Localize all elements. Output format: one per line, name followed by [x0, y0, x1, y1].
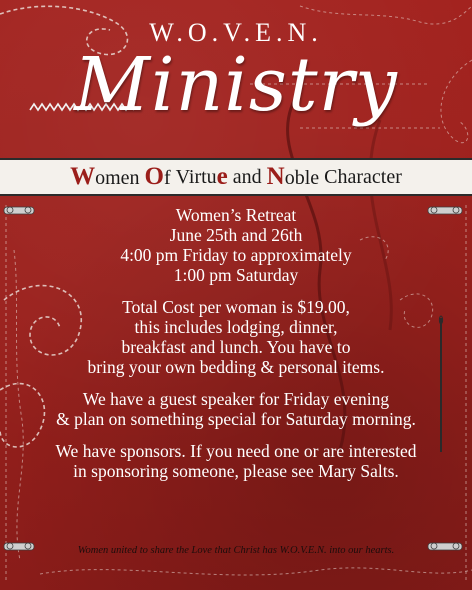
event-name: Women’s Retreat — [175, 205, 297, 225]
speaker-line-2: & plan on something special for Saturday morning. — [56, 409, 416, 429]
ministry-title: Ministry — [74, 42, 398, 128]
banner-word-women: Women — [70, 163, 140, 190]
event-dates: June 25th and 26th — [169, 225, 303, 245]
bottom-stitch — [40, 568, 472, 575]
event-end: 1:00 pm Saturday — [173, 265, 299, 285]
banner-word-and: and — [232, 165, 262, 188]
acronym-banner — [0, 158, 472, 196]
footer-tagline: Women united to share the Love that Christ has W.O.V.E.N. into our hearts. — [77, 545, 395, 556]
cost-line-2: this includes lodging, dinner, — [134, 317, 338, 337]
acronym-heading: W.O.V.E.N. — [149, 18, 323, 47]
banner-word-virtu: Virtu — [175, 165, 217, 188]
cost-details — [18, 297, 454, 377]
cost-line-3: breakfast and lunch. You have to — [121, 337, 351, 357]
sponsor-line-2: in sponsoring someone, please see Mary Salts. — [73, 461, 399, 481]
cost-line-1: Total Cost per woman is $19.00, — [122, 297, 350, 317]
banner-word-of: Of — [144, 163, 171, 190]
speaker-details — [18, 389, 454, 429]
sponsor-details — [18, 441, 454, 481]
banner-word-noble: Noble — [266, 163, 320, 190]
banner-word-e: e — [216, 163, 228, 190]
cost-line-4: bring your own bedding & personal items. — [87, 357, 385, 377]
event-start: 4:00 pm Friday to approximately — [120, 245, 352, 265]
sponsor-line-1: We have sponsors. If you need one or are interested — [55, 441, 417, 461]
speaker-line-1: We have a guest speaker for Friday evening — [82, 389, 390, 409]
flyer-content — [18, 205, 454, 493]
event-details — [18, 205, 454, 285]
banner-word-character: Character — [324, 165, 402, 188]
